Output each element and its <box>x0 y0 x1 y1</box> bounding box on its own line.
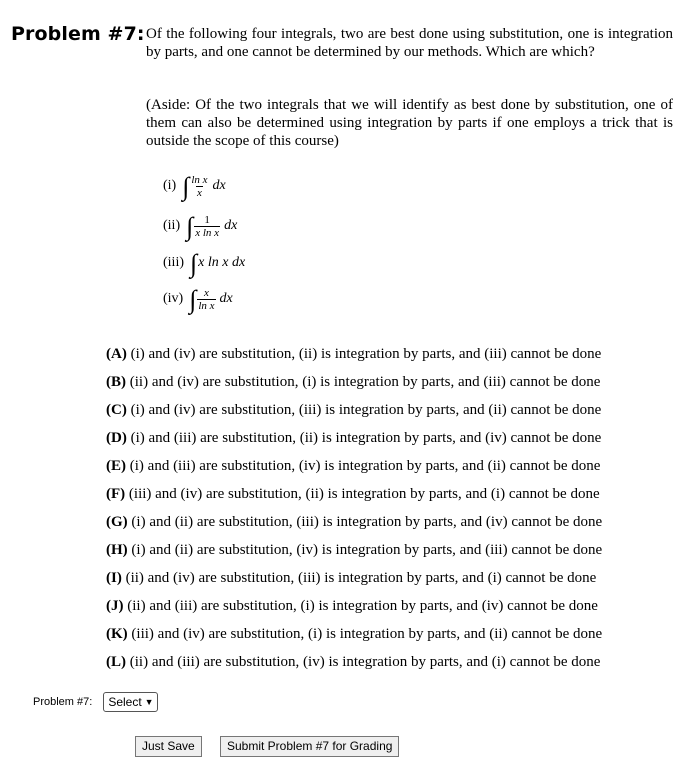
denominator: ln x <box>198 299 215 312</box>
denominator: x <box>197 186 202 199</box>
option-letter: (L) <box>106 654 126 670</box>
numerator: ln x <box>191 173 208 186</box>
problem-aside: (Aside: Of the two integrals that we will identify as best done by substitution, one of them can also be determined using integration by parts if one employs a trick that is outside the scope of this course) <box>146 97 673 149</box>
option-k <box>106 623 602 651</box>
option-a <box>106 343 602 371</box>
differential: dx <box>219 291 233 306</box>
integrand: x ln x dx <box>198 255 246 270</box>
integral-iv <box>163 284 233 314</box>
integral-i <box>163 171 226 201</box>
just-save-button[interactable]: Just Save <box>135 736 202 757</box>
answer-select-value: Select <box>108 695 142 709</box>
answer-label: Problem #7: <box>33 696 93 708</box>
option-text: (ii) and (iii) are substitution, (i) is integration by parts, and (iv) cannot be done <box>123 598 598 614</box>
option-letter: (E) <box>106 458 126 474</box>
fraction <box>194 214 220 239</box>
option-letter: (I) <box>106 570 122 586</box>
problem-heading: Problem #7: <box>11 23 145 45</box>
submit-button[interactable]: Submit Problem #7 for Grading <box>220 736 399 757</box>
option-text: (iii) and (iv) are substitution, (i) is integration by parts, and (ii) cannot be done <box>127 626 603 642</box>
option-g <box>106 511 602 539</box>
differential: dx <box>212 178 226 193</box>
integral-sign-icon: ∫ <box>182 172 190 201</box>
option-text: (i) and (iii) are substitution, (ii) is integration by parts, and (iv) cannot be done <box>126 430 602 446</box>
option-h <box>106 539 602 567</box>
integral-ii <box>163 211 237 241</box>
integral-label: (iii) <box>163 255 184 270</box>
option-l <box>106 651 602 679</box>
answer-row <box>33 692 158 712</box>
denominator: x ln x <box>195 226 220 239</box>
option-text: (ii) and (iv) are substitution, (iii) is integration by parts, and (i) cannot be done <box>121 570 597 586</box>
option-text: (i) and (ii) are substitution, (iv) is integration by parts, and (iii) cannot be done <box>127 542 603 558</box>
integral-label: (i) <box>163 178 177 193</box>
option-letter: (H) <box>106 542 128 558</box>
numerator: x <box>204 286 209 299</box>
fraction <box>197 287 215 312</box>
option-text: (ii) and (iv) are substitution, (i) is integration by parts, and (iii) cannot be done <box>126 374 601 390</box>
integral-sign-icon: ∫ <box>190 249 198 278</box>
option-letter: (G) <box>106 514 128 530</box>
option-letter: (B) <box>106 374 126 390</box>
option-text: (i) and (ii) are substitution, (iii) is integration by parts, and (iv) cannot be done <box>127 514 603 530</box>
integral-sign-icon: ∫ <box>186 212 194 241</box>
fraction <box>190 174 208 199</box>
option-text: (i) and (iii) are substitution, (iv) is integration by parts, and (ii) cannot be done <box>126 458 601 474</box>
option-letter: (F) <box>106 486 126 502</box>
option-text: (i) and (iv) are substitution, (iii) is integration by parts, and (ii) cannot be done <box>126 402 602 418</box>
option-text: (iii) and (iv) are substitution, (ii) is integration by parts, and (i) cannot be done <box>125 486 600 502</box>
integral-label: (ii) <box>163 218 181 233</box>
option-i <box>106 567 602 595</box>
answer-options <box>106 343 602 679</box>
option-letter: (J) <box>106 598 124 614</box>
option-b <box>106 371 602 399</box>
option-c <box>106 399 602 427</box>
option-letter: (C) <box>106 402 127 418</box>
differential: dx <box>224 218 238 233</box>
integral-sign-icon: ∫ <box>189 285 197 314</box>
chevron-down-icon: ▼ <box>144 697 154 707</box>
option-letter: (D) <box>106 430 127 446</box>
option-f <box>106 483 602 511</box>
integral-label: (iv) <box>163 291 184 306</box>
problem-intro: Of the following four integrals, two are best done using substitution, one is integration by parts, and one cannot be determined by our methods. Which are which? <box>146 26 673 60</box>
option-text: (ii) and (iii) are substitution, (iv) is integration by parts, and (i) cannot be done <box>126 654 601 670</box>
option-letter: (A) <box>106 346 127 362</box>
option-d <box>106 427 602 455</box>
option-letter: (K) <box>106 626 128 642</box>
integral-iii <box>163 248 245 278</box>
answer-select[interactable] <box>103 692 157 712</box>
numerator: 1 <box>204 213 210 226</box>
option-j <box>106 595 602 623</box>
option-text: (i) and (iv) are substitution, (ii) is integration by parts, and (iii) cannot be done <box>126 346 602 362</box>
option-e <box>106 455 602 483</box>
